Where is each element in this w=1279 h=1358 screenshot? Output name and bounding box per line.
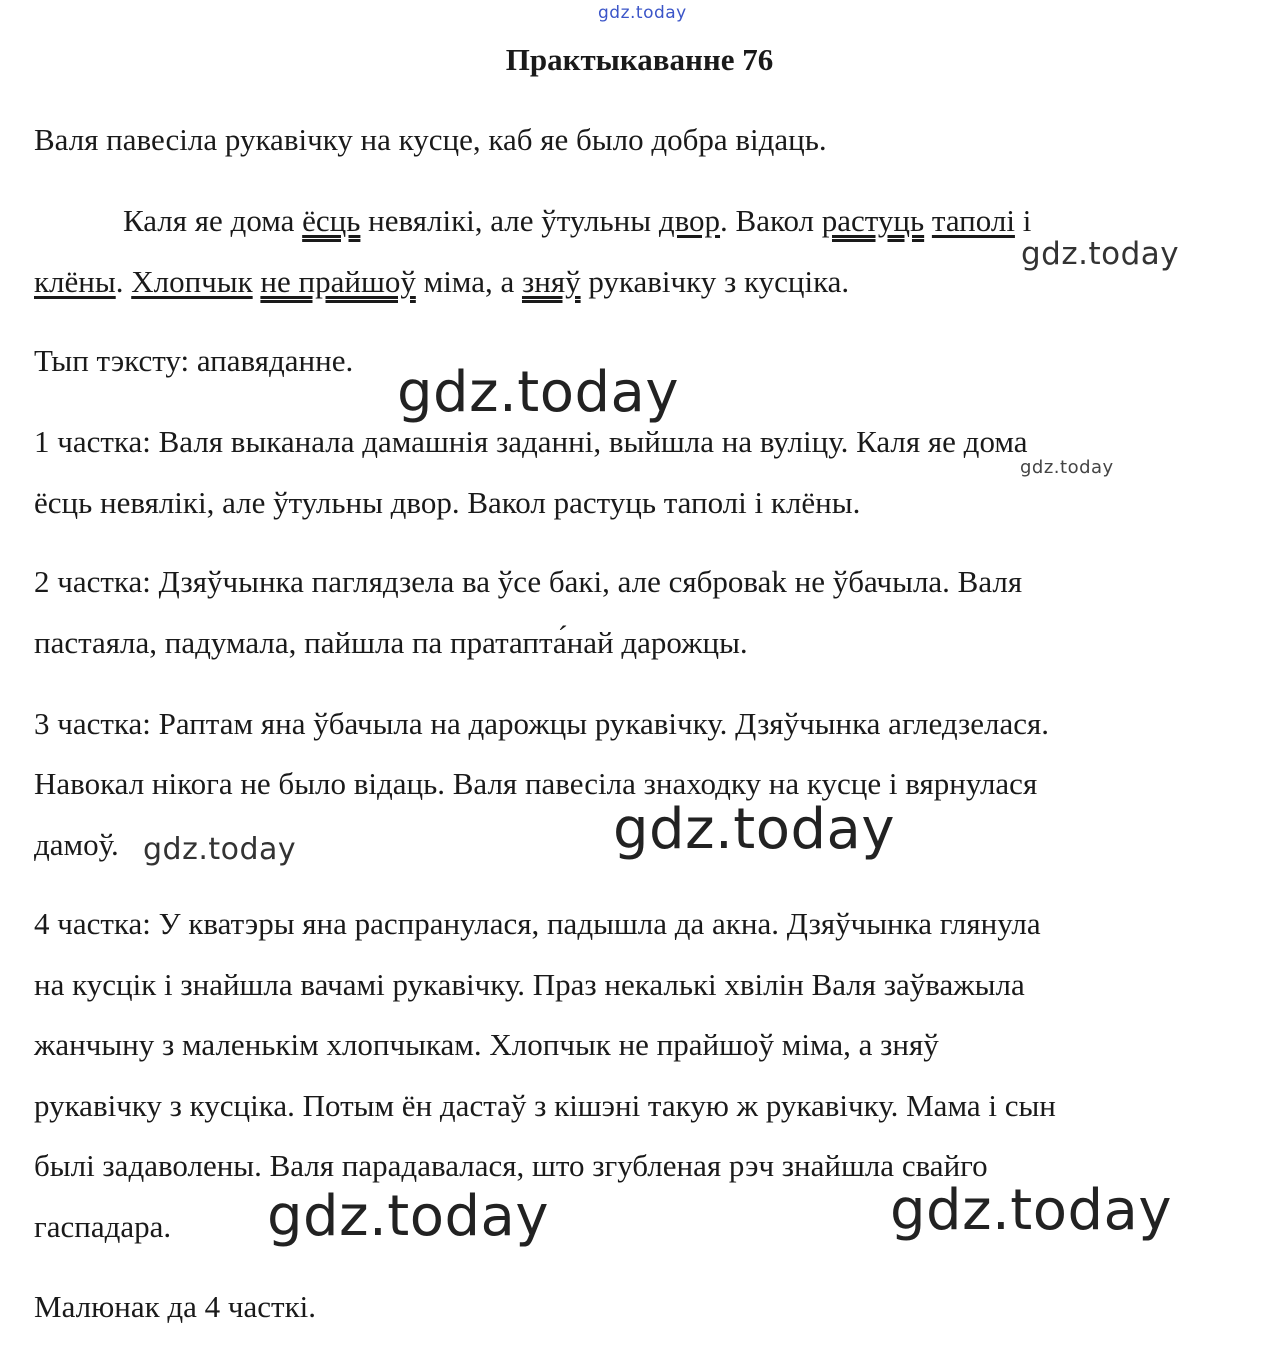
part-1-line: ёсць невялікі, але ўтульны двор. Вакол растуць таполі і клёны. [34,485,861,520]
watermark: gdz.today [1021,236,1180,272]
page-title: Практыкаванне 76 [505,42,774,77]
part-2-line: 2 частка: Дзяўчынка паглядзела ва ўсе бакі, але сяброваk не ўбачыла. Валя [34,564,1023,599]
intro-sentence: Валя павесіла рукавічку на кусце, каб яе было добра відаць. [34,122,827,157]
analysis-text: Каля яе дома [123,203,303,238]
watermark: gdz.today [397,360,680,425]
analysis-text: міма, а [415,264,522,299]
predicate-word: не прайшоў [260,264,416,299]
part-1-line: 1 частка: Валя выканала дамашнія заданні, выйшла на вуліцу. Каля яе дома [34,424,1028,459]
analysis-text: невялікі, але ўтульны [360,203,659,238]
part-4-line: на кусцік і знайшла вачамі рукавічку. Праз некалькі хвілін Валя заўважыла [34,967,1025,1002]
part-4-line: 4 частка: У кватэры яна распранулася, падышла да акна. Дзяўчынка глянула [34,906,1041,941]
analysis-text: і [1014,203,1032,238]
predicate-word: растуць [821,203,925,238]
text-type: Тып тэксту: апавяданне. [34,343,354,378]
analysis-text: рукавічку з кусціка. [580,264,850,299]
part-3-line: 3 частка: Раптам яна ўбачыла на дарожцы рукавічку. Дзяўчынка агледзелася. [34,706,1050,741]
subject-word: таполі [931,203,1015,238]
analysis-line-2 [34,262,849,302]
analysis-text: . [115,264,132,299]
part-2-line: пастаяла, падумала, пайшла па пратапта́най дарожцы. [34,625,748,660]
watermark: gdz.today [1020,457,1114,478]
figure-note: Малюнак да 4 часткі. [34,1289,316,1324]
predicate-word: ёсць [302,203,361,238]
watermark: gdz.today [143,832,297,867]
subject-word: клёны [34,264,116,299]
part-4-line: былі задаволены. Валя парадавалася, што згубленая рэч знайшла свайго [34,1148,988,1183]
analysis-text: . Вакол [720,203,822,238]
analysis-line-1 [123,201,1031,241]
watermark-top: gdz.today [598,3,687,23]
analysis-text [924,203,932,238]
watermark: gdz.today [613,797,896,862]
part-3-line: Навокал нікога не было відаць. Валя павесіла знаходку на кусце і вярнулася [34,766,1038,801]
part-4-line: гаспадара. [34,1209,172,1244]
subject-word: Хлопчык [131,264,253,299]
subject-word: двор [658,203,721,238]
watermark: gdz.today [890,1178,1173,1243]
part-4-line: жанчыну з маленькім хлопчыкам. Хлопчык не прайшоў міма, а зняў [34,1027,939,1062]
predicate-word: зняў [521,264,581,299]
watermark: gdz.today [267,1184,550,1249]
part-4-line: рукавічку з кусціка. Потым ён дастаў з кішэні такую ж рукавічку. Мама і сын [34,1088,1056,1123]
part-3-line: дамоў. [34,827,119,862]
